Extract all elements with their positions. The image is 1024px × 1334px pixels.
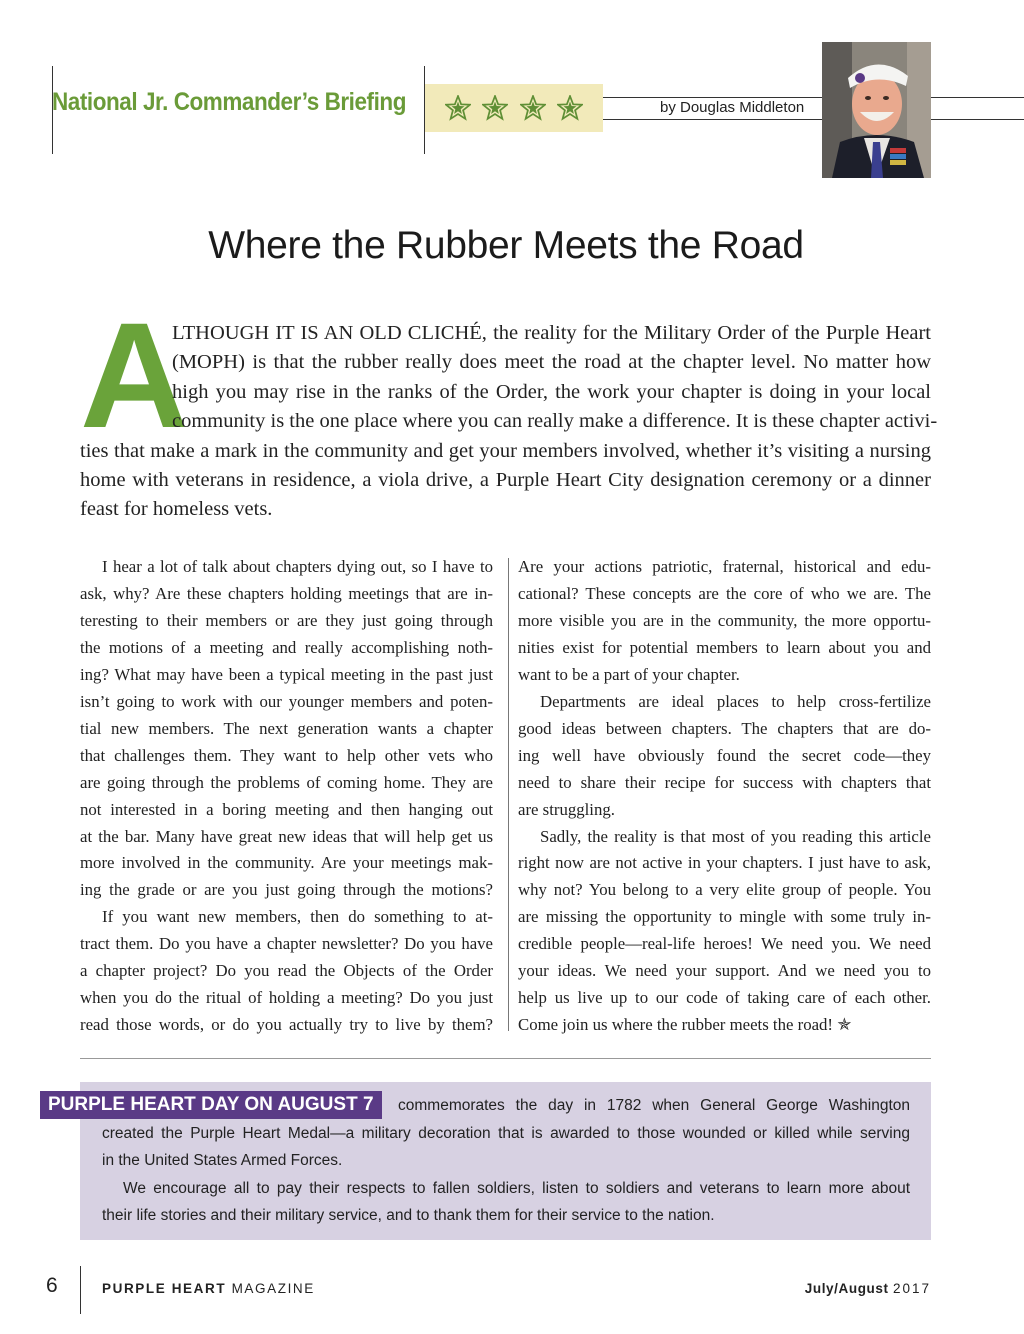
issue-months: July/August: [804, 1281, 889, 1296]
author-byline: by Douglas Middleton: [660, 99, 805, 116]
body-line: more involved in the community. Are your meetings mak-: [80, 853, 493, 872]
magazine-name-bold: PURPLE HEART: [102, 1281, 227, 1296]
body-line: ing the grade or are you just going through the motions?: [80, 880, 493, 899]
body-line: a chapter project? Do you read the Objects of the Order: [80, 961, 493, 980]
author-photo: [822, 42, 931, 178]
header-rule-bottom: [603, 119, 1024, 120]
intro-line: home with veterans in residence, a viola drive, a Purple Heart City designation ceremony or a dinner: [80, 469, 931, 491]
body-line: when you do the ritual of holding a meeting? Do you just: [80, 988, 493, 1007]
body-line: Departments are ideal places to help cross-fertilize: [540, 692, 931, 711]
intro-line: community is the one place where you can really make a difference. It is these chapter activi-: [172, 410, 938, 432]
body-line: that challenges them. They want to help other vets who: [80, 746, 493, 765]
body-line: read those words, or do you actually try to live by them?: [80, 1015, 493, 1034]
sidebar-line: commemorates the day in 1782 when General George Washington: [398, 1097, 910, 1114]
body-line: want to be a part of your chapter.: [518, 665, 740, 684]
body-line: ing well have obviously found the secret code—they: [518, 746, 931, 765]
body-line: more visible you are in the community, the more opportu-: [518, 611, 931, 630]
body-line: are struggling.: [518, 800, 615, 819]
drop-cap: A: [80, 291, 189, 459]
column-divider: [508, 558, 509, 1031]
sidebar-line: their life stories and their military service, and to thank them for their service to the nation.: [102, 1207, 715, 1224]
header-rule-top: [603, 97, 1024, 98]
article-title: Where the Rubber Meets the Road: [208, 224, 804, 267]
star-rating-box: [425, 84, 603, 132]
body-line: Are your actions patriotic, fraternal, historical and edu-: [518, 557, 931, 576]
body-line: your ideas. We need your support. And we need you to: [518, 961, 931, 980]
page-number: 6: [46, 1274, 58, 1297]
star-icon: [557, 95, 583, 121]
body-line: are going through the problems of coming home. They are: [80, 773, 493, 792]
footer-divider: [80, 1266, 81, 1314]
star-icon: [482, 95, 508, 121]
intro-line: ties that make a mark in the community and get your members involved, whether it’s visiting a nursing: [80, 440, 931, 462]
body-line: isn’t going to work with our younger members and poten-: [80, 692, 493, 711]
magazine-name-rest: MAGAZINE: [231, 1281, 315, 1296]
body-line: ask, why? Are these chapters holding meetings that are in-: [80, 584, 493, 603]
body-line: not interested in a boring meeting and then hanging out: [80, 800, 493, 819]
department-title: National Jr. Commander’s Briefing: [52, 88, 406, 116]
body-line: ing? What may have been a typical meeting in the past just: [80, 665, 493, 684]
sidebar-line: created the Purple Heart Medal—a military decoration that is awarded to those wounded or killed while serving: [102, 1125, 910, 1142]
body-line: are missing the opportunity to mingle with some truly in-: [518, 907, 931, 926]
intro-line: LTHOUGH IT IS AN OLD CLICHÉ, the reality for the Military Order of the Purple Heart: [172, 322, 931, 344]
body-line: need to share their recipe for success with chapters that: [518, 773, 931, 792]
body-line: the motions of a meeting and really accomplishing noth-: [80, 638, 493, 657]
body-line: Sadly, the reality is that most of you reading this article: [540, 827, 931, 846]
author-portrait-image: [822, 42, 931, 178]
body-line: why not? You belong to a very elite group of people. You: [518, 880, 931, 899]
body-line: teresting to their members or are they just going through: [80, 611, 493, 630]
body-line: Come join us where the rubber meets the road! ✯: [518, 1015, 852, 1034]
magazine-name: [102, 1281, 315, 1296]
intro-line: high you may rise in the ranks of the Order, the work your chapter is doing in your local: [172, 381, 931, 403]
intro-line: (MOPH) is that the rubber really does meet the road at the chapter level. No matter how: [172, 351, 931, 373]
sidebar-line: We encourage all to pay their respects to fallen soldiers, listen to soldiers and veterans to learn more about: [123, 1180, 910, 1197]
star-icon: [445, 95, 471, 121]
issue-date: [805, 1281, 931, 1296]
body-line: tract them. Do you have a chapter newsletter? Do you have: [80, 934, 493, 953]
section-divider: [80, 1058, 931, 1059]
body-line: If you want new members, then do something to at-: [102, 907, 493, 926]
purple-heart-day-tag: PURPLE HEART DAY ON AUGUST 7: [40, 1091, 382, 1119]
body-line: good ideas between chapters. The chapters that are do-: [518, 719, 931, 738]
issue-year: 2017: [892, 1281, 931, 1296]
body-line: right now are not active in your chapters. I just have to ask,: [518, 853, 931, 872]
body-line: cational? These concepts are the core of who we are. The: [518, 584, 931, 603]
body-line: tial new members. The next generation wants a chapter: [80, 719, 493, 738]
star-icon: [520, 95, 546, 121]
intro-line: feast for homeless vets.: [80, 498, 273, 520]
body-line: at the bar. Many have great new ideas that will help get us: [80, 827, 493, 846]
sidebar-line: in the United States Armed Forces.: [102, 1152, 343, 1169]
body-line: nities exist for potential members to learn about you and: [518, 638, 931, 657]
body-line: credible people—real-life heroes! We need you. We need: [518, 934, 931, 953]
body-line: I hear a lot of talk about chapters dying out, so I have to: [102, 557, 493, 576]
body-line: help us live up to our code of taking care of each other.: [518, 988, 931, 1007]
